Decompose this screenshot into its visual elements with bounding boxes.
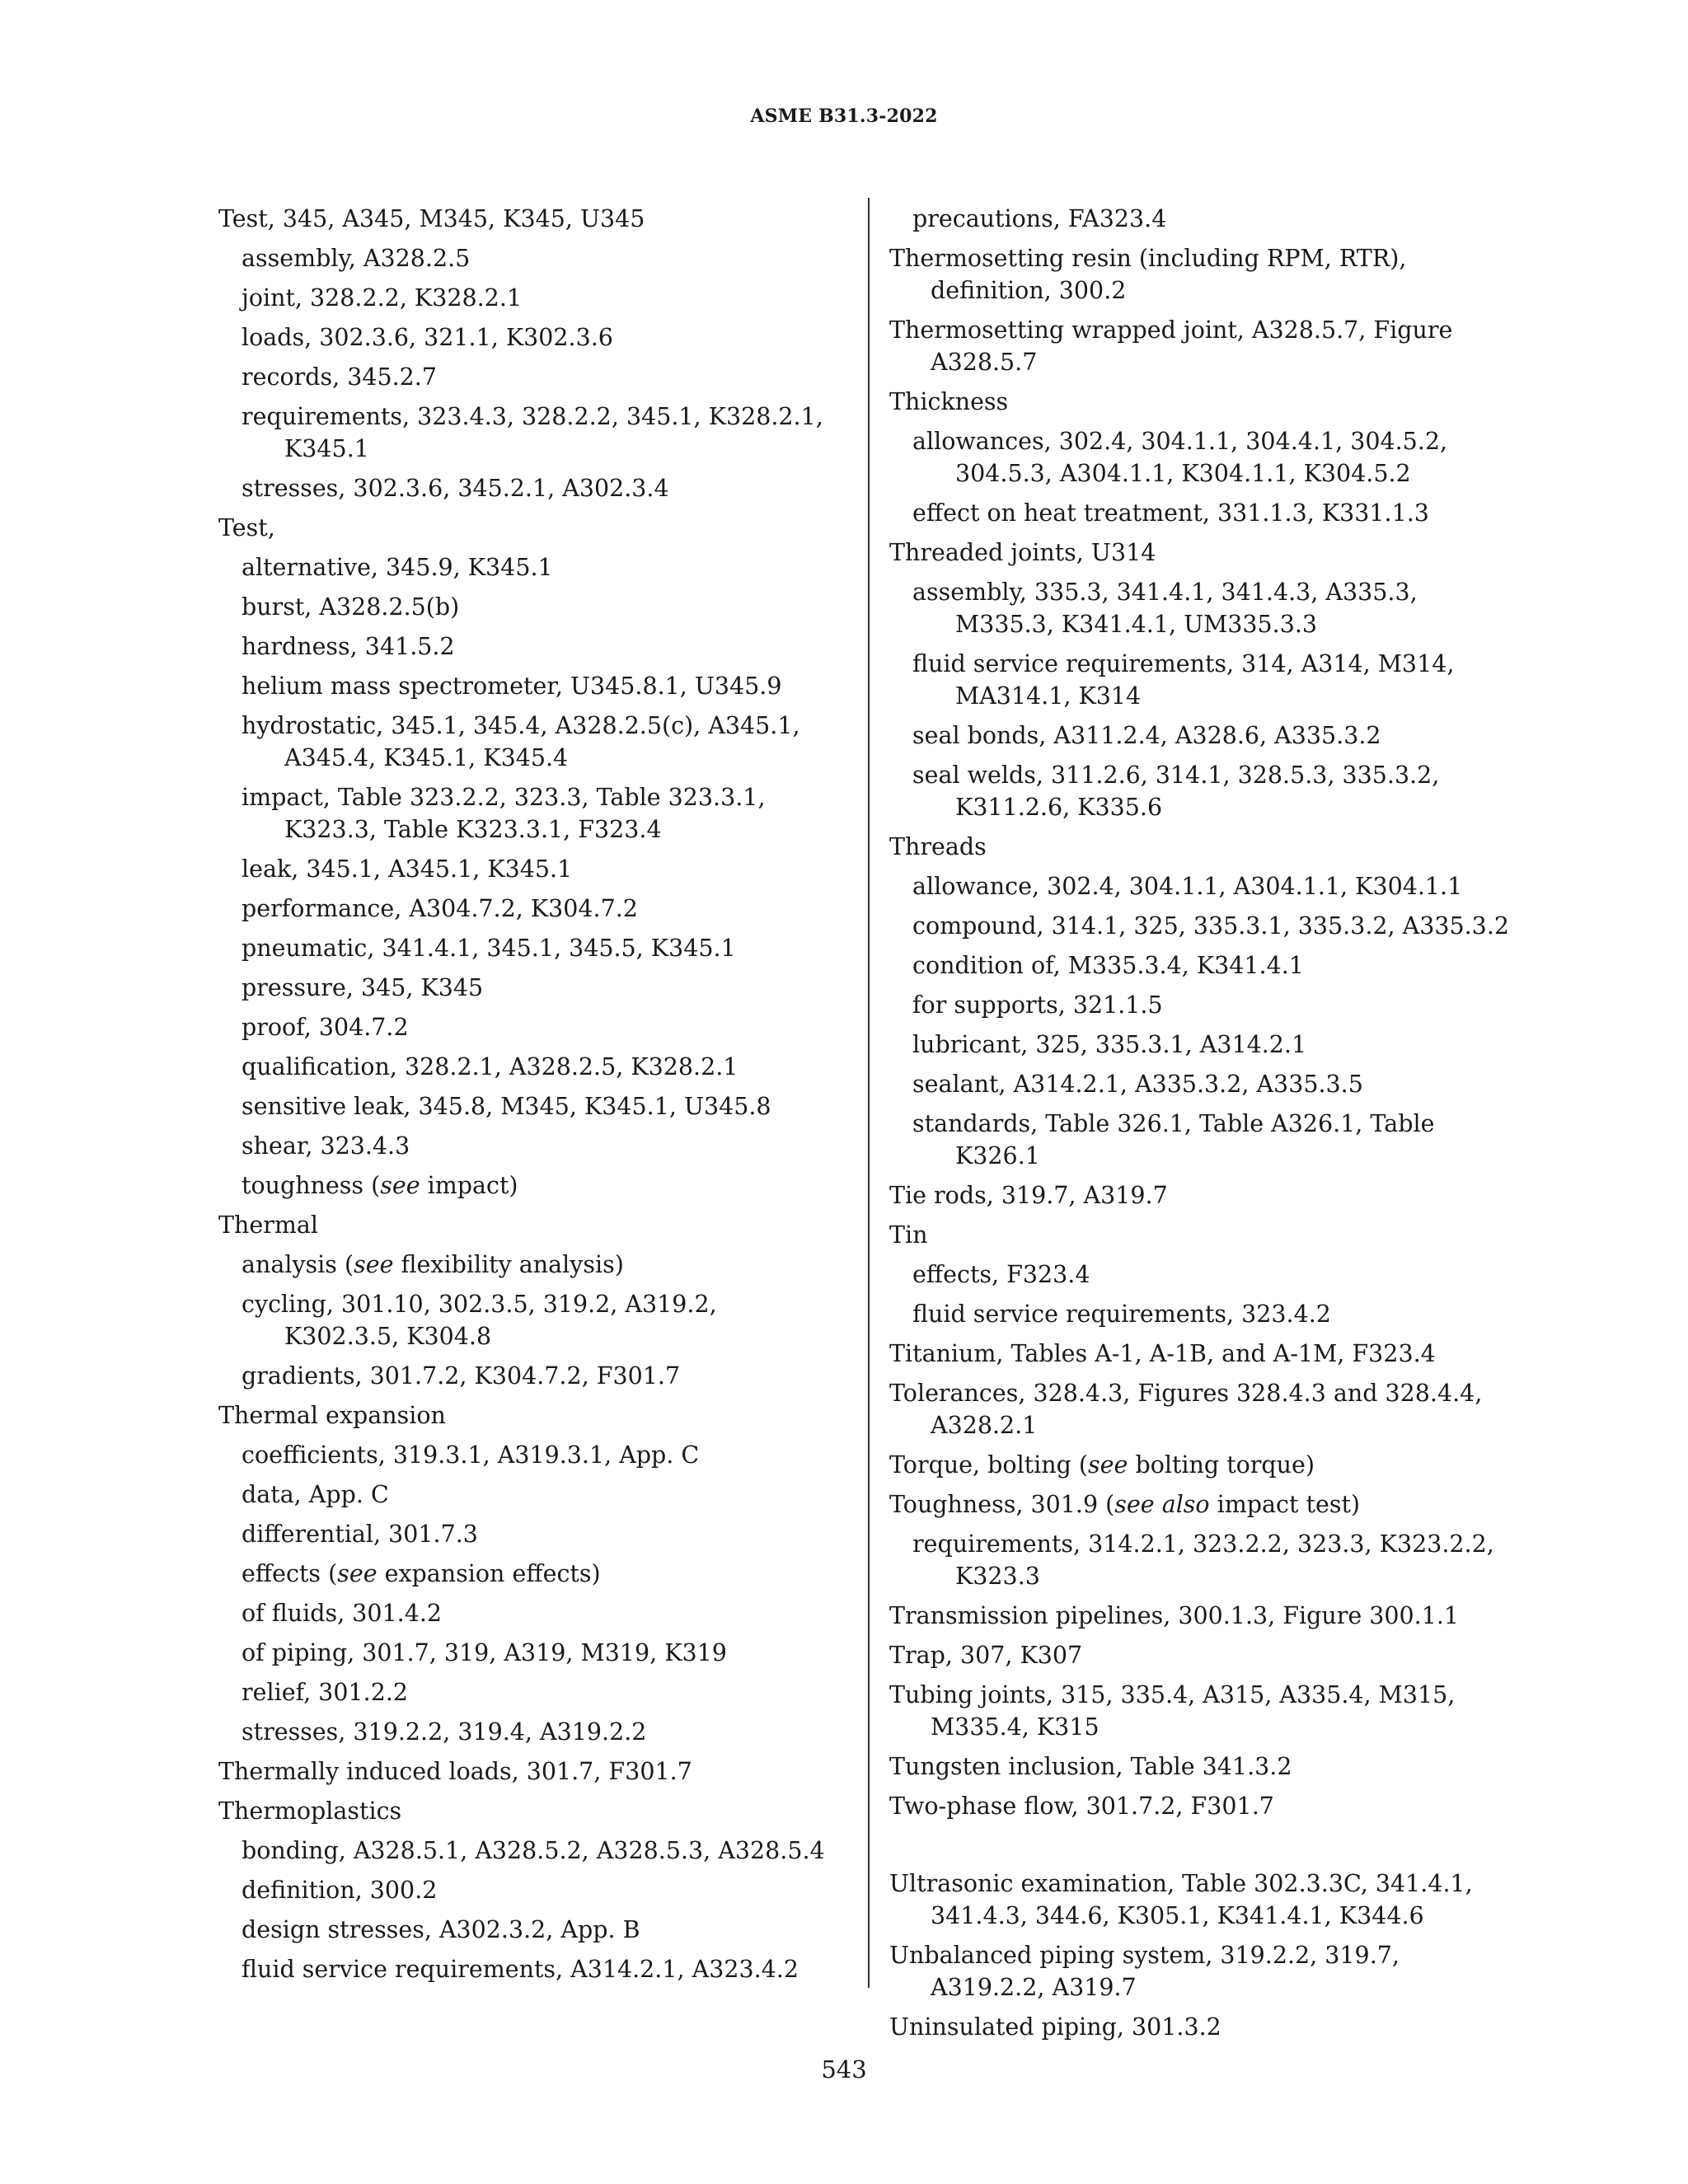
- entry-text: Toughness, 301.9 (: [889, 1491, 1115, 1518]
- index-subentry: differential, 301.7.3: [241, 1521, 478, 1548]
- index-subentry: stresses, 319.2.2, 319.4, A319.2.2: [241, 1718, 647, 1746]
- index-entry: Tolerances, 328.4.3, Figures 328.4.3 and 328.4.4, A328.2.1: [889, 1380, 1483, 1439]
- index-subentry: of piping, 301.7, 319, A319, M319, K319: [241, 1639, 727, 1666]
- index-subentry: loads, 302.3.6, 321.1, K302.3.6: [241, 324, 613, 351]
- index-subentry: pressure, 345, K345: [241, 974, 484, 1001]
- column-divider: [868, 198, 870, 1988]
- index-subentry: relief, 301.2.2: [241, 1679, 409, 1706]
- entry-text: expansion effects): [377, 1560, 601, 1587]
- index-subentry: qualification, 328.2.1, A328.2.5, K328.2.1: [241, 1053, 738, 1080]
- see-reference: see: [354, 1251, 394, 1278]
- index-subentry: sealant, A314.2.1, A335.3.2, A335.3.5: [912, 1071, 1363, 1098]
- index-subentry: coefficients, 319.3.1, A319.3.1, App. C: [241, 1441, 700, 1469]
- index-subentry: data, App. C: [241, 1481, 389, 1508]
- index-entry: Thermoplastics: [218, 1797, 402, 1825]
- entry-text: analysis (: [241, 1251, 354, 1278]
- index-subentry: definition, 300.2: [241, 1877, 438, 1904]
- entry-text: bolting torque): [1128, 1451, 1315, 1479]
- index-subentry: hardness, 341.5.2: [241, 633, 455, 660]
- index-entry: Tungsten inclusion, Table 341.3.2: [889, 1753, 1292, 1780]
- index-entry: Unbalanced piping system, 319.2.2, 319.7, A319.2.2, A319.7: [889, 1942, 1400, 2001]
- index-subentry: [218, 1169, 838, 1202]
- index-subentry: performance, A304.7.2, K304.7.2: [241, 895, 638, 922]
- index-subentry: seal welds, 311.2.6, 314.1, 328.5.3, 335.3.2, K311.2.6, K335.6: [912, 762, 1440, 821]
- index-subentry: alternative, 345.9, K345.1: [241, 554, 553, 581]
- index-subentry: for supports, 321.1.5: [912, 991, 1163, 1019]
- index-column-right: [889, 203, 1521, 2050]
- index-entry: Tin: [889, 1221, 928, 1249]
- index-subentry: pneumatic, 341.4.1, 345.1, 345.5, K345.1: [241, 935, 736, 962]
- index-subentry: [218, 1249, 838, 1281]
- see-reference: see also: [1114, 1491, 1210, 1518]
- index-entry: [889, 1488, 1521, 1521]
- index-subentry: fluid service requirements, 323.4.2: [912, 1301, 1331, 1328]
- entry-text: impact): [420, 1172, 518, 1199]
- see-reference: see: [337, 1560, 377, 1587]
- index-entry: Thickness: [889, 388, 1009, 415]
- index-subentry: fluid service requirements, A314.2.1, A323.4.2: [241, 1956, 799, 1983]
- see-reference: see: [380, 1172, 420, 1199]
- index-subentry: fluid service requirements, 314, A314, M314, MA314.1, K314: [912, 650, 1455, 710]
- page-number: 543: [821, 2055, 867, 2083]
- index-subentry: of fluids, 301.4.2: [241, 1600, 443, 1627]
- index-subentry: requirements, 323.4.3, 328.2.2, 345.1, K328.2.1, K345.1: [241, 403, 823, 462]
- index-subentry: assembly, A328.2.5: [241, 245, 471, 272]
- index-entry: Thermally induced loads, 301.7, F301.7: [218, 1758, 692, 1785]
- index-entry: Ultrasonic examination, Table 302.3.3C, 341.4.1, 341.4.3, 344.6, K305.1, K341.4.1, K344.6: [889, 1870, 1473, 1929]
- index-subentry: condition of, M335.3.4, K341.4.1: [912, 952, 1304, 979]
- index-subentry: hydrostatic, 345.1, 345.4, A328.2.5(c), A345.1, A345.4, K345.1, K345.4: [241, 712, 800, 771]
- index-subentry: [218, 1558, 838, 1590]
- index-subentry: cycling, 301.10, 302.3.5, 319.2, A319.2, K302.3.5, K304.8: [241, 1291, 717, 1350]
- index-subentry: assembly, 335.3, 341.4.1, 341.4.3, A335.3, M335.3, K341.4.1, UM335.3.3: [912, 579, 1418, 638]
- index-entry: Trap, 307, K307: [889, 1642, 1083, 1669]
- index-entry: Thermal: [218, 1212, 318, 1239]
- index-subentry: effects, F323.4: [912, 1261, 1090, 1288]
- index-subentry: helium mass spectrometer, U345.8.1, U345.9: [241, 673, 782, 700]
- index-subentry: effect on heat treatment, 331.1.3, K331.1.3: [912, 499, 1429, 527]
- index-subentry: burst, A328.2.5(b): [241, 593, 460, 621]
- index-subentry: standards, Table 326.1, Table A326.1, Table K326.1: [912, 1110, 1435, 1169]
- index-subentry: leak, 345.1, A345.1, K345.1: [241, 855, 573, 883]
- index-subentry: sensitive leak, 345.8, M345, K345.1, U345.8: [241, 1093, 771, 1120]
- index-subentry: allowances, 302.4, 304.1.1, 304.4.1, 304.5.2, 304.5.3, A304.1.1, K304.1.1, K304.5.2: [912, 428, 1448, 487]
- index-entry: Transmission pipelines, 300.1.3, Figure 300.1.1: [889, 1602, 1460, 1629]
- index-entry: Two-phase flow, 301.7.2, F301.7: [889, 1793, 1274, 1820]
- index-entry: Thermosetting resin (including RPM, RTR), definition, 300.2: [889, 245, 1407, 304]
- index-subentry: records, 345.2.7: [241, 363, 438, 391]
- index-subentry: proof, 304.7.2: [241, 1014, 409, 1041]
- index-subentry: compound, 314.1, 325, 335.3.1, 335.3.2, A335.3.2: [912, 912, 1510, 940]
- index-entry: Tie rods, 319.7, A319.7: [889, 1182, 1168, 1209]
- entry-text: effects (: [241, 1560, 338, 1587]
- index-subentry: joint, 328.2.2, K328.2.1: [241, 284, 523, 312]
- index-subentry: shear, 323.4.3: [241, 1132, 410, 1160]
- see-reference: see: [1088, 1451, 1128, 1479]
- index-subentry: lubricant, 325, 335.3.1, A314.2.1: [912, 1031, 1307, 1058]
- index-subentry: bonding, A328.5.1, A328.5.2, A328.5.3, A328.5.4: [241, 1837, 825, 1864]
- index-entry: Test,: [218, 514, 275, 541]
- index-subentry: design stresses, A302.3.2, App. B: [241, 1916, 640, 1943]
- index-entry: Threaded joints, U314: [889, 539, 1156, 566]
- index-entry: Thermosetting wrapped joint, A328.5.7, Figure A328.5.7: [889, 316, 1453, 376]
- index-entry: Test, 345, A345, M345, K345, U345: [218, 205, 645, 232]
- index-subentry: stresses, 302.3.6, 345.2.1, A302.3.4: [241, 475, 669, 502]
- index-entry: Threads: [889, 833, 987, 860]
- index-subentry: seal bonds, A311.2.4, A328.6, A335.3.2: [912, 722, 1381, 749]
- index-column-left: [218, 203, 838, 1993]
- index-entry: Uninsulated piping, 301.3.2: [889, 2013, 1221, 2041]
- running-header: ASME B31.3-2022: [750, 105, 938, 127]
- index-entry: Titanium, Tables A-1, A-1B, and A-1M, F323.4: [889, 1340, 1436, 1367]
- index-subentry: impact, Table 323.2.2, 323.3, Table 323.3.1, K323.3, Table K323.3.1, F323.4: [241, 784, 766, 843]
- index-subentry: requirements, 314.2.1, 323.2.2, 323.3, K323.2.2, K323.3: [912, 1530, 1494, 1590]
- index-subentry: precautions, FA323.4: [912, 205, 1167, 232]
- index-subentry: gradients, 301.7.2, K304.7.2, F301.7: [241, 1362, 681, 1390]
- entry-text: flexibility analysis): [393, 1251, 624, 1278]
- entry-text: toughness (: [241, 1172, 381, 1199]
- entry-text: impact test): [1209, 1491, 1361, 1518]
- index-entry: Tubing joints, 315, 335.4, A315, A335.4, M315, M335.4, K315: [889, 1681, 1456, 1741]
- index-entry: Thermal expansion: [218, 1402, 446, 1429]
- index-entry: [889, 1449, 1521, 1481]
- entry-text: Torque, bolting (: [889, 1451, 1089, 1479]
- index-subentry: allowance, 302.4, 304.1.1, A304.1.1, K304.1.1: [912, 873, 1463, 900]
